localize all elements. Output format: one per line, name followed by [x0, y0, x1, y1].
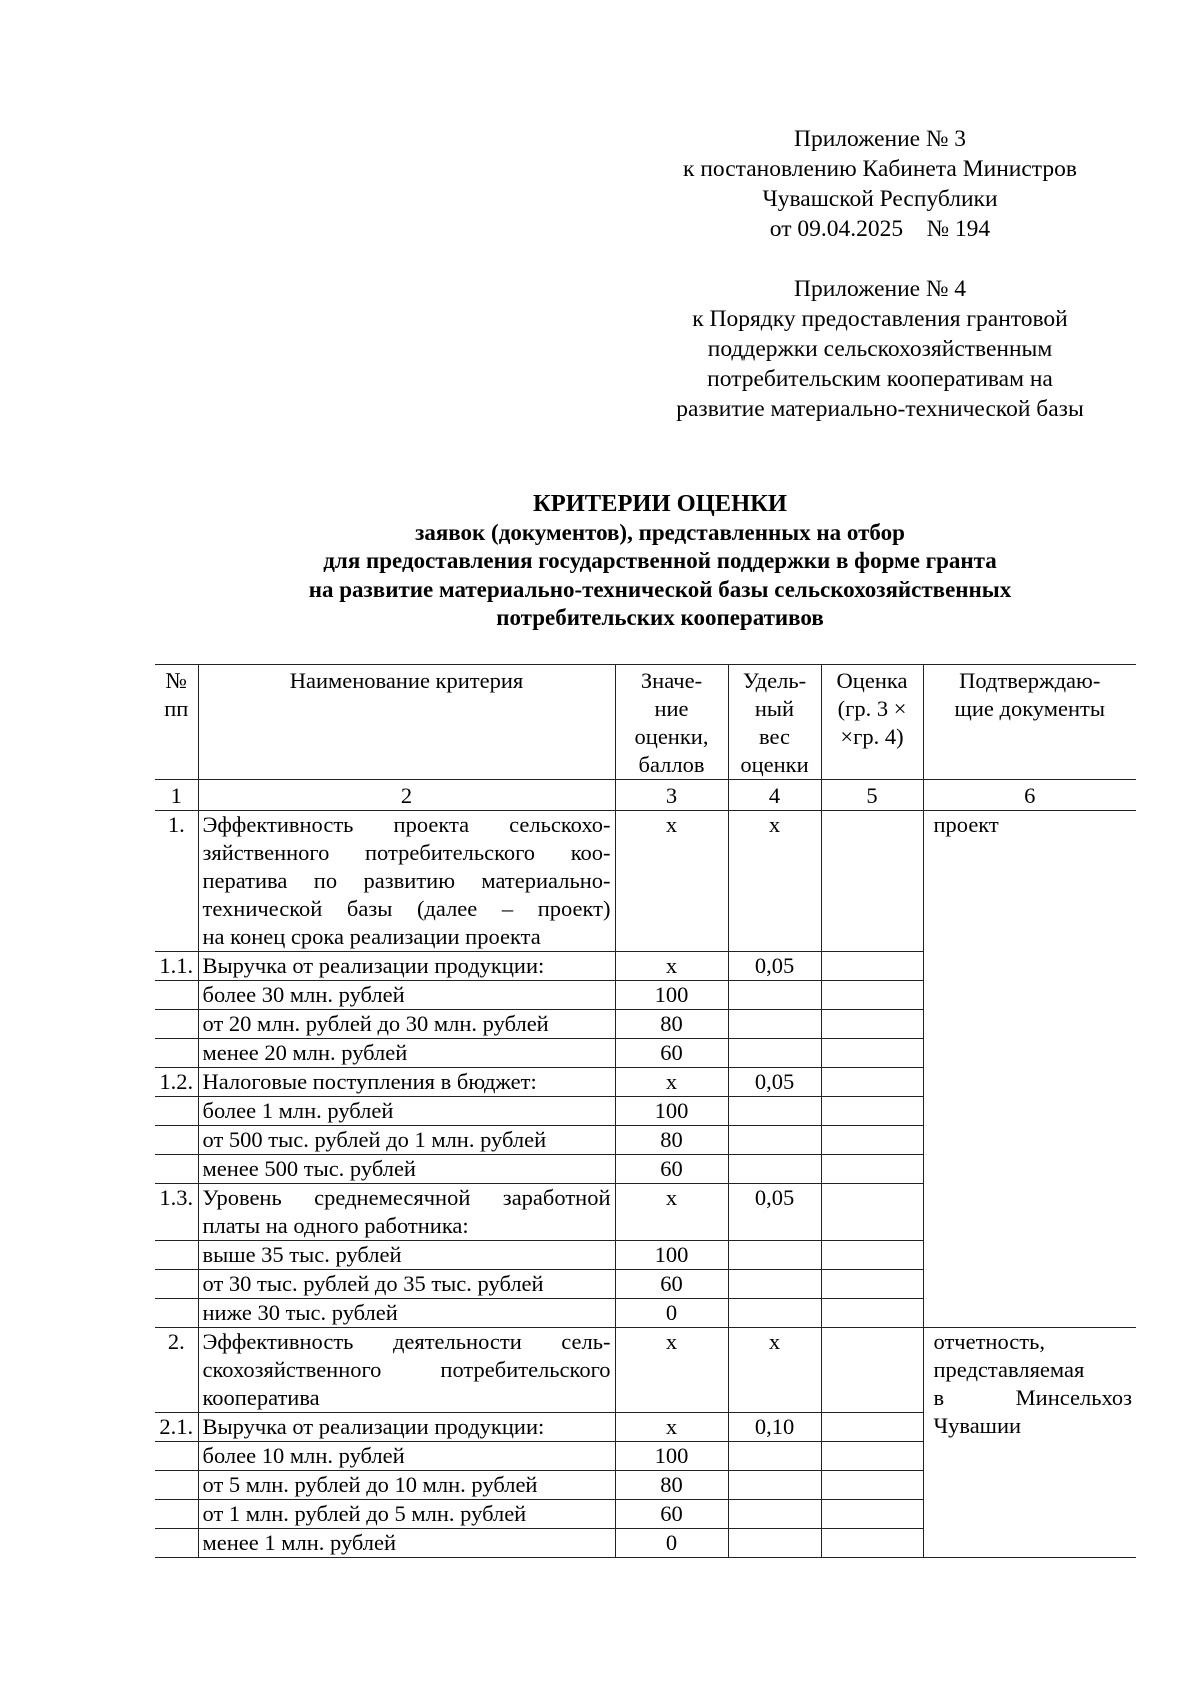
criterion-number: 2.1. — [155, 1413, 198, 1442]
evaluation-value: х — [615, 1328, 728, 1413]
table-row — [155, 1328, 1136, 1413]
criterion-name: более 30 млн. рублей — [198, 981, 615, 1010]
criterion-name-line: платы на одного работника: — [202, 1213, 469, 1238]
criterion-name: от 1 млн. рублей до 5 млн. рублей — [198, 1500, 615, 1529]
specific-weight — [728, 1500, 821, 1529]
evaluation-value: 60 — [615, 1500, 728, 1529]
criterion-number — [155, 1039, 198, 1068]
col-number: 1 — [155, 780, 198, 811]
criterion-name: менее 20 млн. рублей — [198, 1039, 615, 1068]
criterion-number — [155, 981, 198, 1010]
specific-weight — [728, 1097, 821, 1126]
appendix-3-line2: к постановлению Кабинета Министров — [683, 156, 1077, 182]
criterion-number — [155, 1155, 198, 1184]
specific-weight — [728, 1529, 821, 1558]
evaluation-value: 60 — [615, 1039, 728, 1068]
criterion-name-line: на конец срока реализации проекта — [202, 924, 541, 949]
criterion-name: выше 35 тыс. рублей — [198, 1241, 615, 1270]
table-row — [155, 811, 1136, 952]
score — [821, 1097, 923, 1126]
score — [821, 1155, 923, 1184]
criterion-name-line: зяйственного потребительского коо- — [202, 840, 611, 865]
header-weight-line: оценки — [740, 752, 809, 777]
header-num-line: № — [165, 668, 187, 693]
criterion-name: менее 500 тыс. рублей — [198, 1155, 615, 1184]
specific-weight — [728, 1039, 821, 1068]
score — [821, 1126, 923, 1155]
appendix-3-line3: Чувашской Республики — [762, 186, 998, 212]
specific-weight — [728, 1270, 821, 1299]
score — [821, 1442, 923, 1471]
header-score-line: (гр. 3 × — [837, 696, 907, 721]
header-value-line: Значе- — [640, 668, 703, 693]
title-line3: для предоставления государственной поддержки в форме гранта — [323, 548, 997, 573]
criterion-number: 2. — [155, 1328, 198, 1413]
criterion-name: от 30 тыс. рублей до 35 тыс. рублей — [198, 1270, 615, 1299]
criterion-name-line: ператива по развитию материально- — [202, 868, 611, 893]
header-score — [821, 665, 923, 780]
specific-weight — [728, 1442, 821, 1471]
col-number: 6 — [923, 780, 1136, 811]
criterion-number: 1.2. — [155, 1068, 198, 1097]
header-score-line: Оценка — [836, 668, 908, 693]
header-num — [155, 665, 198, 780]
evaluation-value: 100 — [615, 981, 728, 1010]
supporting-documents — [923, 1328, 1136, 1558]
appendix-4-header — [640, 274, 1120, 424]
col-number: 2 — [198, 780, 615, 811]
score — [821, 1270, 923, 1299]
appendix-4-line5: развитие материально-технической базы — [676, 396, 1084, 422]
appendix-4-line1: Приложение № 4 — [793, 276, 967, 302]
criterion-name: Выручка от реализации продукции: — [198, 1413, 615, 1442]
specific-weight — [728, 1010, 821, 1039]
criterion-name: более 10 млн. рублей — [198, 1442, 615, 1471]
col-number: 4 — [728, 780, 821, 811]
specific-weight: х — [728, 811, 821, 952]
col-number: 5 — [821, 780, 923, 811]
title-line4: на развитие материально-технической базы сельскохозяйственных — [308, 576, 1012, 602]
specific-weight: 0,05 — [728, 952, 821, 981]
criterion-number — [155, 1241, 198, 1270]
header-documents-line: щие документы — [954, 696, 1105, 721]
header-value — [615, 665, 728, 780]
criterion-name — [198, 1328, 615, 1413]
title-line5: потребительских кооперативов — [496, 605, 824, 630]
criterion-name: от 20 млн. рублей до 30 млн. рублей — [198, 1010, 615, 1039]
score — [821, 1471, 923, 1500]
header-weight — [728, 665, 821, 780]
criterion-number — [155, 1442, 198, 1471]
criterion-number — [155, 1097, 198, 1126]
header-criterion-name — [198, 665, 615, 780]
header-num-line: пп — [164, 696, 189, 721]
specific-weight — [728, 1155, 821, 1184]
evaluation-value: 80 — [615, 1126, 728, 1155]
col-number: 3 — [615, 780, 728, 811]
column-number-row — [155, 780, 1136, 811]
evaluation-value: х — [615, 1068, 728, 1097]
supporting-documents-line: отчетность, — [933, 1329, 1045, 1354]
evaluation-value: 80 — [615, 1010, 728, 1039]
criterion-name-line: Эффективность деятельности сель- — [202, 1329, 611, 1354]
specific-weight: х — [728, 1328, 821, 1413]
appendix-4-line4: потребительским кооперативам на — [707, 366, 1053, 392]
criterion-number — [155, 1010, 198, 1039]
specific-weight — [728, 981, 821, 1010]
criterion-name — [198, 811, 615, 952]
specific-weight — [728, 1126, 821, 1155]
specific-weight: 0,10 — [728, 1413, 821, 1442]
criterion-number — [155, 1471, 198, 1500]
evaluation-value: 0 — [615, 1299, 728, 1328]
criterion-number: 1.1. — [155, 952, 198, 981]
score — [821, 1299, 923, 1328]
appendix-3-line1: Приложение № 3 — [793, 126, 967, 152]
evaluation-value: х — [615, 952, 728, 981]
criterion-name-line: Эффективность проекта сельскохо- — [202, 812, 611, 837]
appendix-3-header — [640, 124, 1120, 244]
score — [821, 1328, 923, 1413]
header-documents — [923, 665, 1136, 780]
score — [821, 1241, 923, 1270]
supporting-documents-line — [934, 1384, 1133, 1412]
criterion-number — [155, 1299, 198, 1328]
supporting-documents-word: Минсельхоз — [1015, 1385, 1132, 1410]
evaluation-value: х — [615, 1184, 728, 1241]
criterion-name: менее 1 млн. рублей — [198, 1529, 615, 1558]
title-main: КРИТЕРИИ ОЦЕНКИ — [532, 490, 787, 517]
evaluation-value: х — [615, 811, 728, 952]
criteria-table — [155, 664, 1136, 1558]
score — [821, 1010, 923, 1039]
criterion-number: 1. — [155, 811, 198, 952]
supporting-documents-line: Чувашии — [933, 1413, 1022, 1438]
criterion-name: Выручка от реализации продукции: — [198, 952, 615, 981]
header-criterion-label: Наименование критерия — [289, 668, 524, 693]
supporting-documents: проект — [923, 811, 1136, 1328]
score — [821, 1500, 923, 1529]
evaluation-value: 100 — [615, 1097, 728, 1126]
criterion-name: от 5 млн. рублей до 10 млн. рублей — [198, 1471, 615, 1500]
supporting-documents-line: представляемая — [933, 1357, 1085, 1382]
criterion-name-line: Уровень среднемесячной заработной — [202, 1185, 611, 1210]
evaluation-value: 0 — [615, 1529, 728, 1558]
header-score-line: ×гр. 4) — [840, 724, 904, 749]
appendix-4-line2: к Порядку предоставления грантовой — [692, 306, 1068, 332]
score — [821, 1413, 923, 1442]
criterion-name-line: технической базы (далее – проект) — [202, 896, 611, 921]
criterion-number — [155, 1500, 198, 1529]
header-weight-line: Удель- — [742, 668, 807, 693]
table-header-row — [155, 665, 1136, 780]
score — [821, 1068, 923, 1097]
evaluation-value: х — [615, 1413, 728, 1442]
appendix-3-line4: от 09.04.2025 № 194 — [769, 216, 991, 242]
criterion-number: 1.3. — [155, 1184, 198, 1241]
criterion-number — [155, 1529, 198, 1558]
score — [821, 1184, 923, 1241]
specific-weight — [728, 1471, 821, 1500]
header-weight-line: ный — [754, 696, 795, 721]
score — [821, 981, 923, 1010]
specific-weight — [728, 1299, 821, 1328]
criterion-name: Налоговые поступления в бюджет: — [198, 1068, 615, 1097]
evaluation-value: 60 — [615, 1270, 728, 1299]
criterion-number — [155, 1126, 198, 1155]
header-value-line: ние — [654, 696, 689, 721]
evaluation-value: 80 — [615, 1471, 728, 1500]
specific-weight: 0,05 — [728, 1184, 821, 1241]
title-line2: заявок (документов), представленных на отбор — [415, 519, 905, 545]
header-value-line: баллов — [638, 752, 705, 777]
criterion-name: ниже 30 тыс. рублей — [198, 1299, 615, 1328]
criterion-name-line: скохозяйственного потребительского — [202, 1357, 611, 1382]
criterion-name-line: кооператива — [202, 1385, 320, 1410]
specific-weight — [728, 1241, 821, 1270]
header-documents-line: Подтверждаю- — [959, 668, 1101, 693]
evaluation-value: 100 — [615, 1241, 728, 1270]
criterion-name: от 500 тыс. рублей до 1 млн. рублей — [198, 1126, 615, 1155]
criterion-name — [198, 1184, 615, 1241]
appendix-4-line3: поддержки сельскохозяйственным — [707, 336, 1053, 362]
score — [821, 811, 923, 952]
header-weight-line: вес — [758, 724, 791, 749]
evaluation-value: 100 — [615, 1442, 728, 1471]
criterion-name: более 1 млн. рублей — [198, 1097, 615, 1126]
criterion-number — [155, 1270, 198, 1299]
score — [821, 1039, 923, 1068]
score — [821, 952, 923, 981]
score — [821, 1529, 923, 1558]
supporting-documents-word: в — [933, 1385, 945, 1410]
document-title — [200, 490, 1120, 633]
header-value-line: оценки, — [634, 724, 709, 749]
evaluation-value: 60 — [615, 1155, 728, 1184]
specific-weight: 0,05 — [728, 1068, 821, 1097]
